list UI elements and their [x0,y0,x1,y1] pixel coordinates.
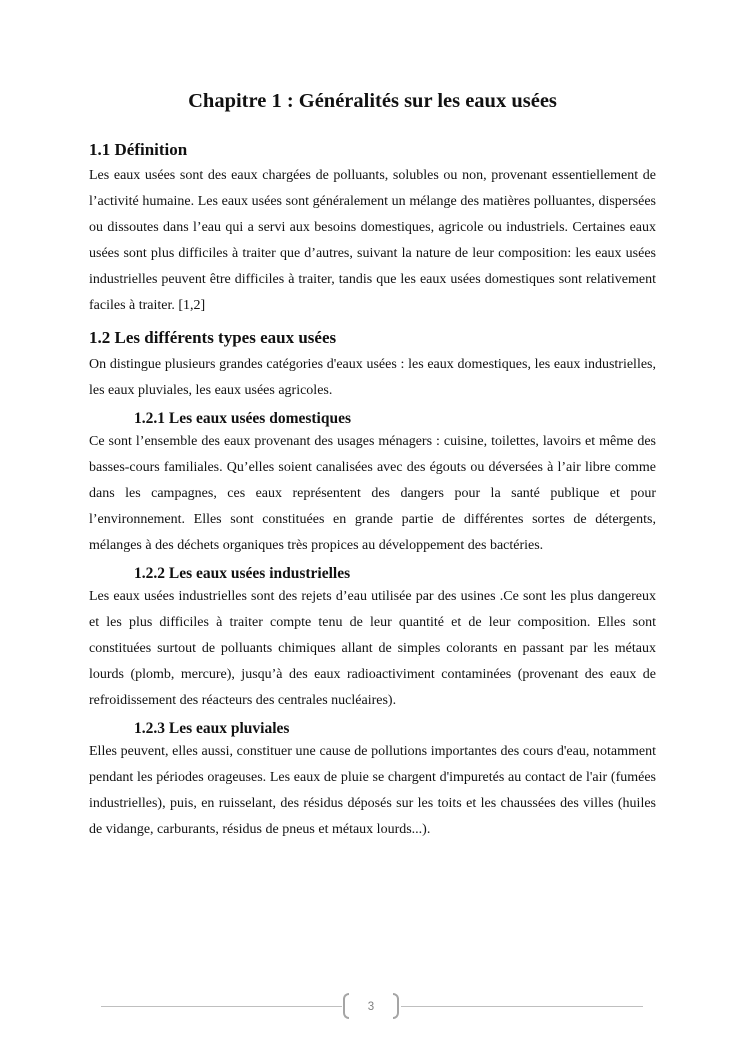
subsection-paragraph-pluviales: Elles peuvent, elles aussi, constituer une cause de pollutions importantes des cours d'eau, notamment pendant les périodes orageuses. Les eaux de pluie se chargent d'impuretés au contact de l'air (fumées industrielles), puis, en ruisselant, des résidus déposés sur les toits et les chaussées des villes (huiles de vidange, carburants, résidus de pneus et métaux lourds...). [89,744,656,837]
subsection-heading-pluviales: 1.2.3 Les eaux pluviales [134,720,290,737]
footer-rule-right [401,1006,643,1007]
document-body [89,138,656,843]
page-number: 3 [367,1001,375,1013]
section-heading-definition: 1.1 Définition [89,140,188,159]
chapter-title: Chapitre 1 : Généralités sur les eaux usées [188,90,557,112]
footer-rule-left [101,1006,342,1007]
section-heading-types: 1.2 Les différents types eaux usées [89,328,337,347]
section-paragraph-definition: Les eaux usées sont des eaux chargées de polluants, solubles ou non, provenant essentiellement de l’activité humaine. Les eaux usées sont généralement un mélange des matières polluantes, dispersées ou dissoutes dans l’eau qui a servi aux besoins domestiques, agricole ou industriels. Certaines eaux usées sont plus difficiles à traiter que d’autres, suivant la nature de leur composition: les eaux usées industrielles peuvent être difficiles à traiter, tandis que les eaux usées domestiques sont relativement faciles à traiter. [1,2] [89,168,656,313]
subsection-heading-industrielles: 1.2.2 Les eaux usées industrielles [134,565,351,582]
footer-bracket-right [393,993,399,1019]
subsection-paragraph-domestiques: Ce sont l’ensemble des eaux provenant des usages ménagers : cuisine, toilettes, lavoirs et même des basses-cours familiales. Qu’elles soient canalisées avec des égouts ou déversées à l’air libre comme dans les campagnes, ces eaux représentent des dangers pour la santé publique et pour l’environnement. Elles sont constituées en grande partie de différentes sortes de détergents, mélanges à des déchets organiques très propices au développement des bactéries. [89,434,656,553]
section-paragraph-types: On distingue plusieurs grandes catégories d'eaux usées : les eaux domestiques, les eaux industrielles, les eaux pluviales, les eaux usées agricoles. [89,357,656,398]
subsection-paragraph-industrielles: Les eaux usées industrielles sont des rejets d’eau utilisée par des usines .Ce sont les plus dangereux et les plus difficiles à traiter compte tenu de leur quantité et de leur composition. Elles sont constituées surtout de polluants chimiques allant de simples colorants en passant par les métaux lourds (plomb, mercure), jusqu’à des eaux radioactiviment contaminées (provenant des eaux de refroidissement des réacteurs des centrales nucléaires). [89,589,656,708]
subsection-heading-domestiques: 1.2.1 Les eaux usées domestiques [134,410,352,427]
